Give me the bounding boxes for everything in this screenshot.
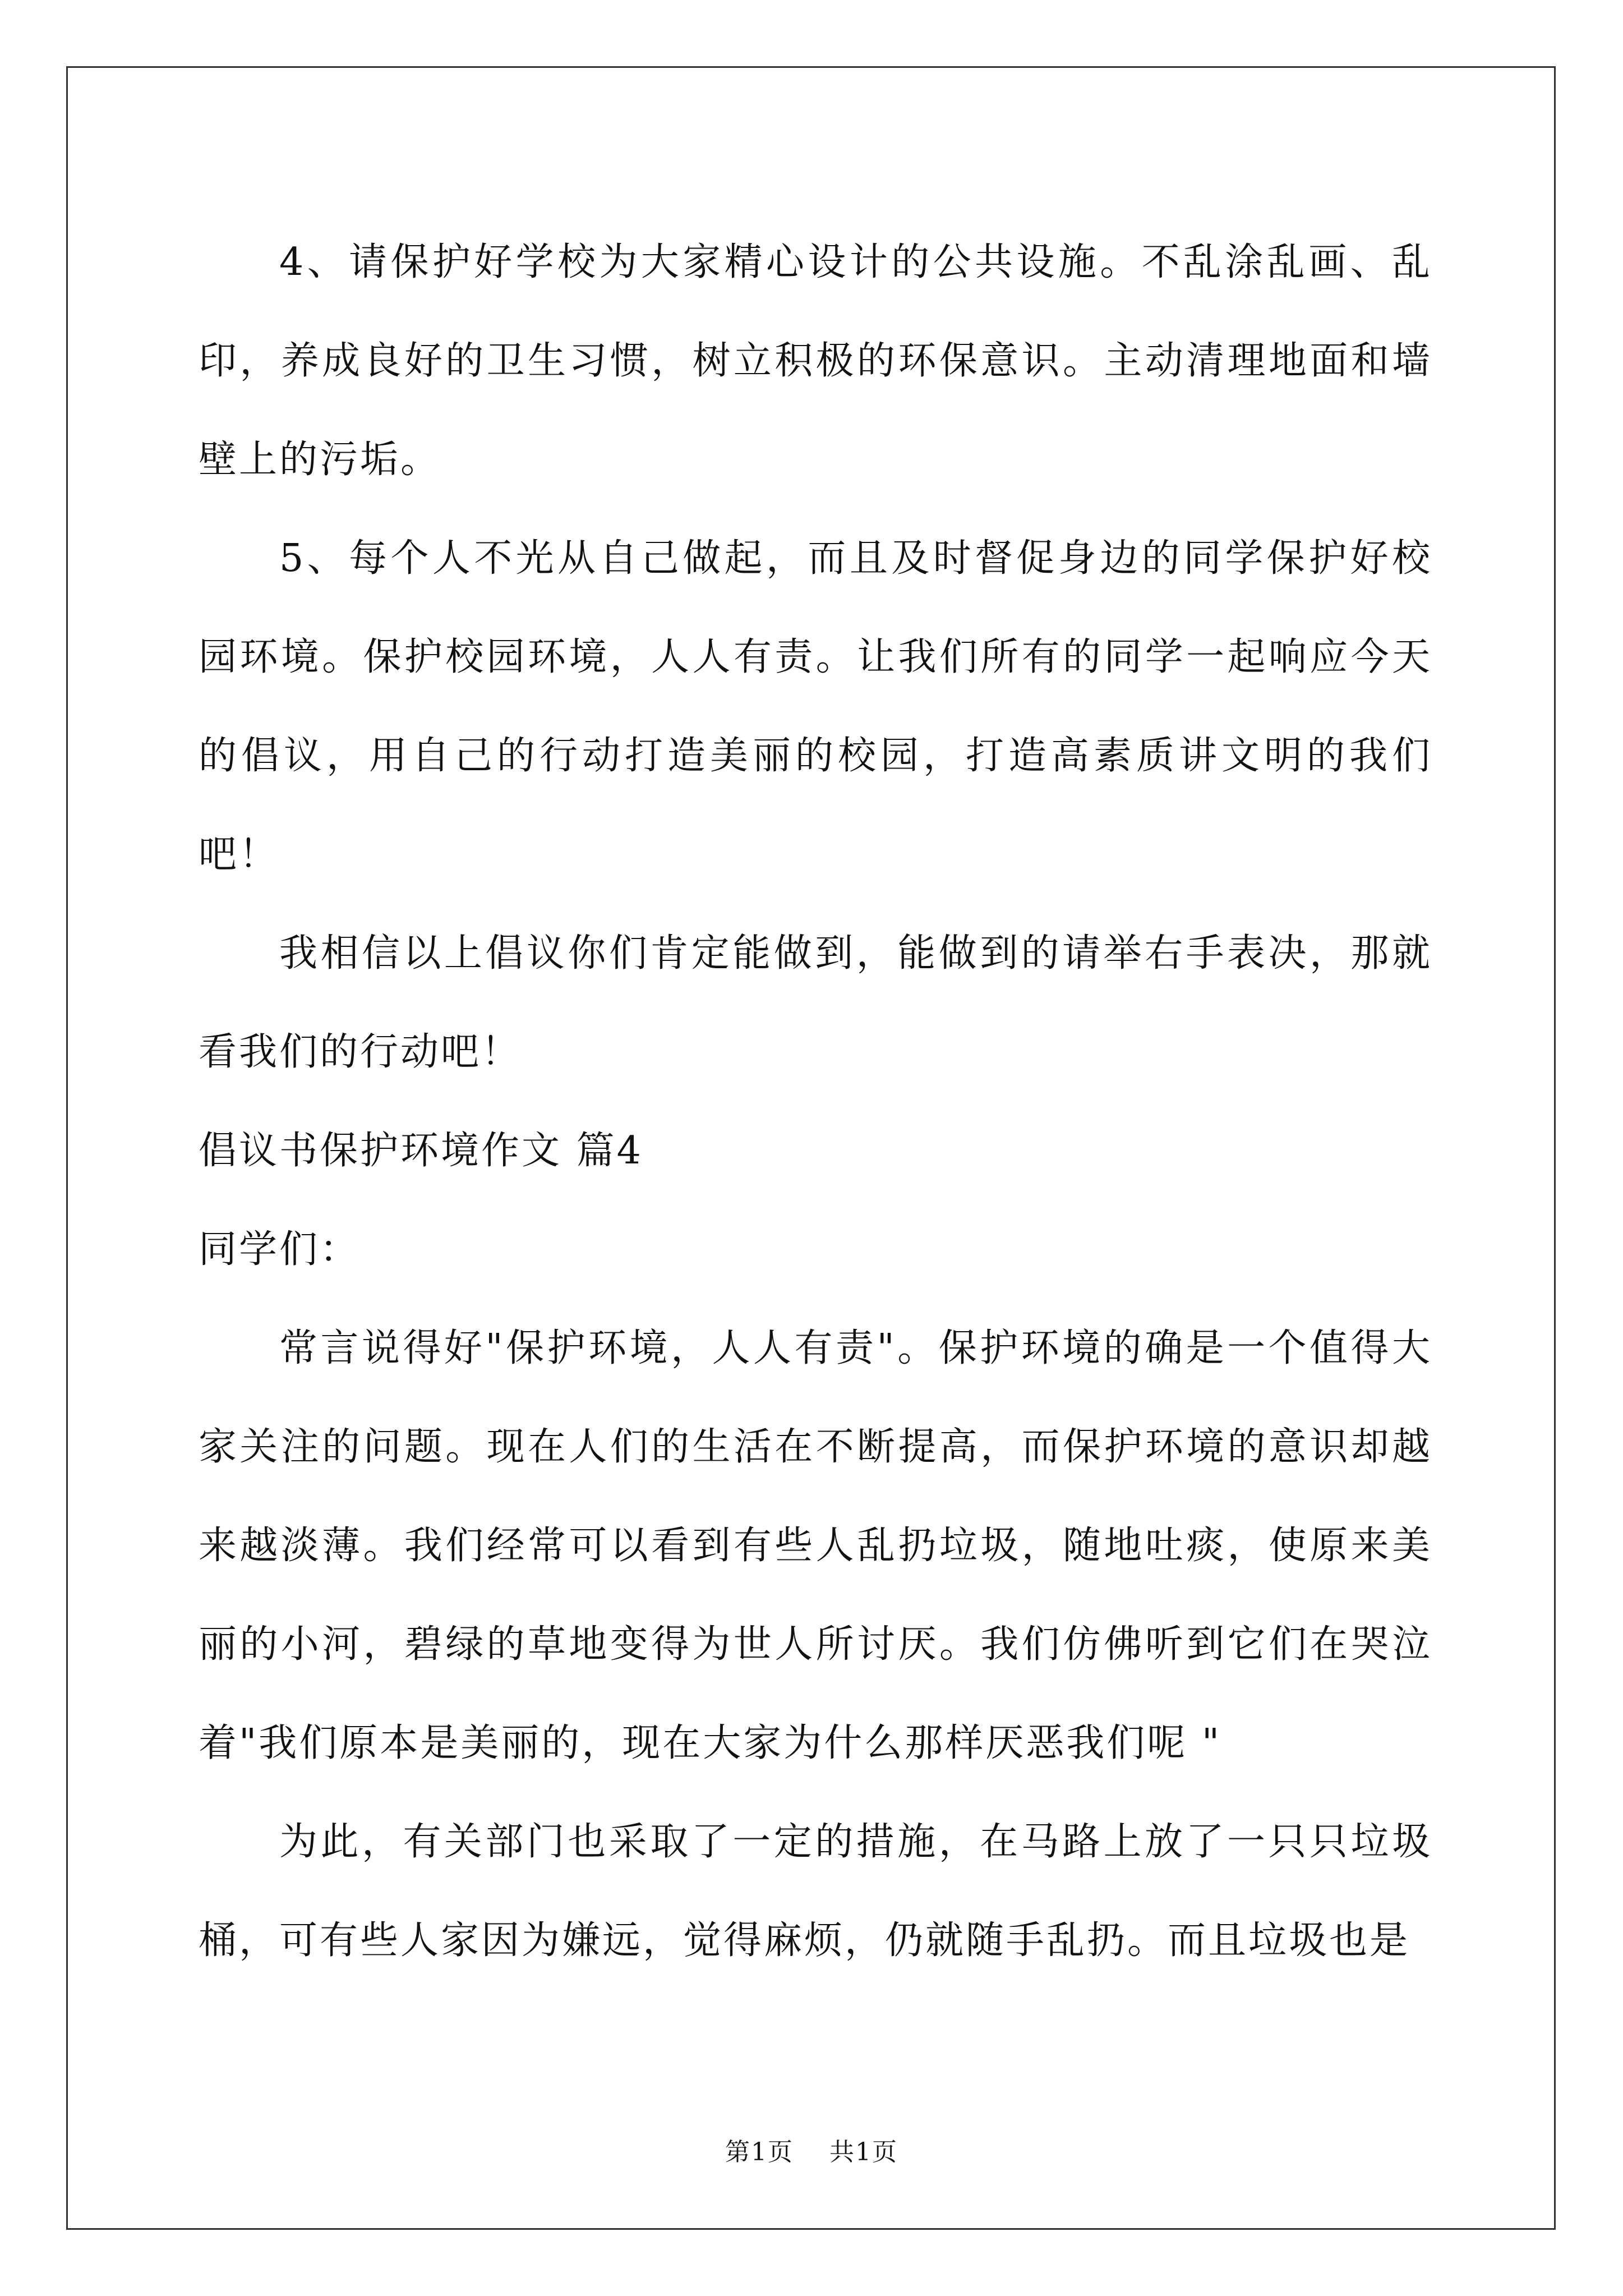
paragraph-item-5: 5、每个人不光从自己做起，而且及时督促身边的同学保护好校园环境。保护校园环境，人人有责。让我们所有的同学一起响应今天的倡议，用自己的行动打造美丽的校园，打造高素质讲文明的我们吧！: [199, 536, 1432, 877]
salutation: 同学们：: [199, 1227, 361, 1272]
paragraph-measures: 为此，有关部门也采取了一定的措施，在马路上放了一只只垃圾桶，可有些人家因为嫌远，觉得麻烦，仍就随手乱扔。而且垃圾也是: [199, 1820, 1432, 1963]
page-footer: [0, 2132, 1623, 2168]
document-body: [199, 213, 1432, 1990]
paragraph-intro: 常言说得好"保护环境，人人有责"。保护环境的确是一个值得大家关注的问题。现在人们的生活在不断提高，而保护环境的意识却越来越淡薄。我们经常可以看到有些人乱扔垃圾，随地吐痰，使原来美丽的小河，碧绿的草地变得为世人所讨厌。我们仿佛听到它们在哭泣着"我们原本是美丽的，现在大家为什么那样厌恶我们呢 ": [199, 1326, 1432, 1765]
paragraph-closing: 我相信以上倡议你们肯定能做到，能做到的请举右手表决，那就看我们的行动吧！: [199, 931, 1432, 1074]
page-number: 第1页 共1页: [725, 2138, 898, 2166]
paragraph-item-4: 4、请保护好学校为大家精心设计的公共设施。不乱涂乱画、乱印，养成良好的卫生习惯，树立积极的环保意识。主动清理地面和墙壁上的污垢。: [199, 240, 1432, 482]
section-heading: 倡议书保护环境作文 篇4: [199, 1129, 643, 1173]
